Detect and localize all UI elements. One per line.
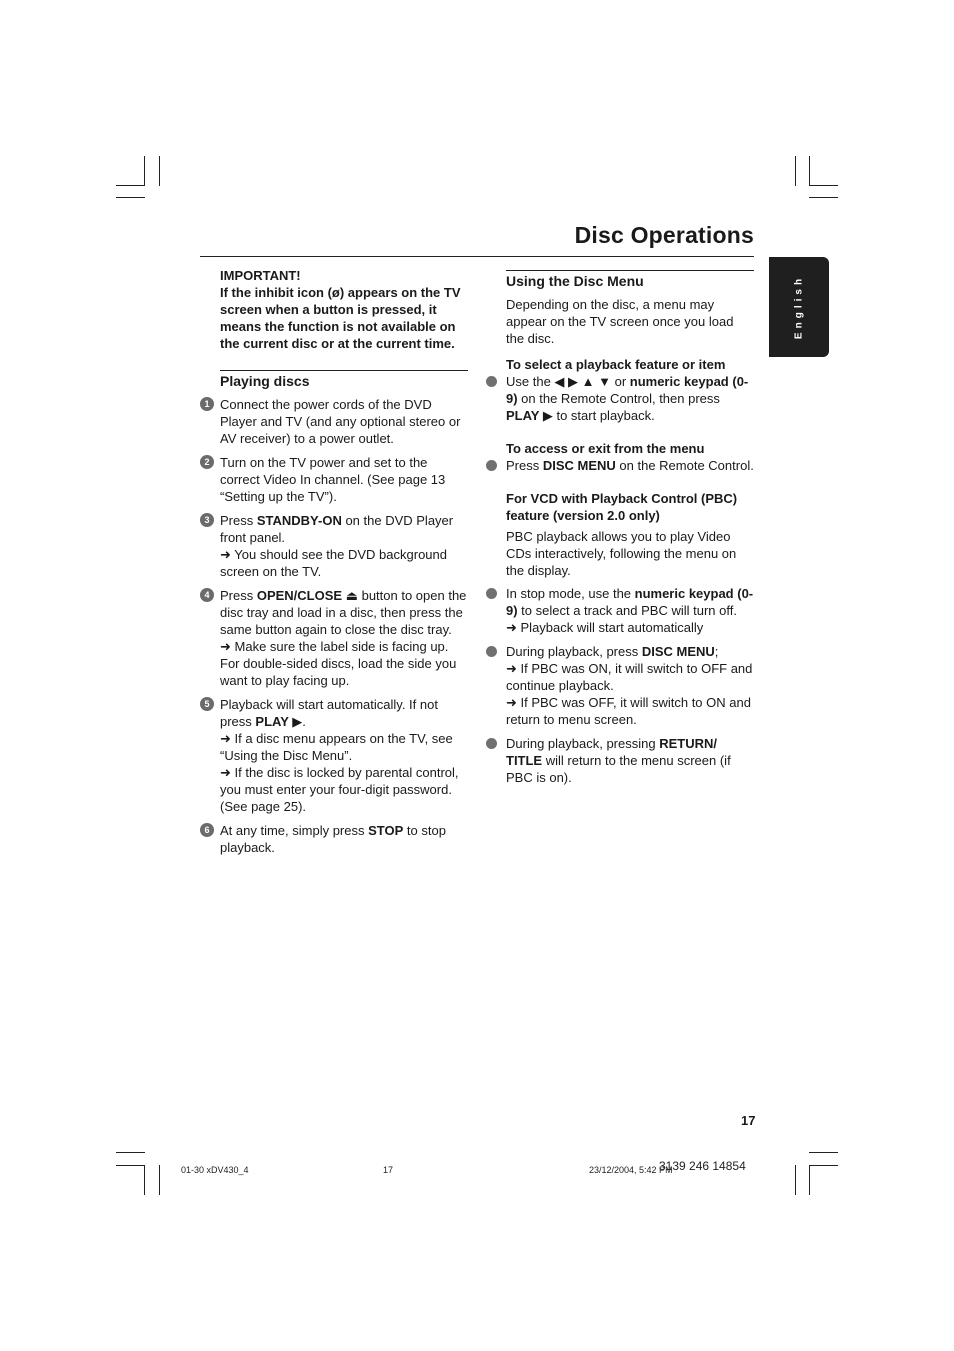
section-rule: [506, 270, 754, 271]
crop-mark: [159, 156, 160, 186]
bullet-key: DISC MENU: [542, 458, 616, 473]
bullet-text: ;: [714, 644, 719, 659]
important-heading: IMPORTANT!: [220, 268, 301, 283]
step-text: button to open the disc tray and load in a disc, then press the same button again to close the disc tray.: [220, 588, 467, 637]
step-text: .: [302, 714, 306, 729]
bullet-item: [486, 457, 754, 474]
disc-menu-intro: Depending on the disc, a menu may appear on the TV screen once you load the disc.: [506, 297, 734, 346]
bullet-key: numeric keypad (0-9): [506, 586, 754, 618]
step-item: [200, 822, 468, 856]
bullet-icon: [486, 588, 497, 599]
footer-code: 3139 246 14854: [659, 1159, 746, 1173]
step-note: ➜ Make sure the label side is facing up. For double-sided discs, load the side you want to play facing up.: [220, 639, 457, 688]
crop-mark: [159, 1165, 160, 1195]
disc-menu-heading: Using the Disc Menu: [506, 273, 644, 289]
bullet-text: Press: [506, 458, 543, 473]
step-text: Press: [220, 513, 257, 528]
crop-mark: [116, 197, 145, 198]
bullet-text: on the Remote Control.: [615, 458, 754, 473]
language-tab-label: English: [793, 274, 805, 340]
step-text: Playback will start automatically. If not press: [220, 697, 438, 729]
bullet-icon: [486, 376, 497, 387]
bullet-key: DISC MENU: [641, 644, 715, 659]
select-heading: To select a playback feature or item: [506, 357, 726, 372]
crop-mark: [144, 1165, 145, 1195]
vcd-intro: PBC playback allows you to play Video CDs interactively, following the menu on the display.: [506, 529, 737, 578]
bullet-text: to start playback.: [552, 408, 655, 423]
step-item: [200, 696, 468, 815]
bullet-icon: [486, 738, 497, 749]
page-number: 17: [741, 1113, 756, 1128]
bullet-note: ➜ Playback will start automatically: [506, 620, 704, 635]
step-number-icon: 1: [200, 397, 214, 411]
step-key: STANDBY-ON: [256, 513, 342, 528]
step-text: Connect the power cords of the DVD Player and TV (and any optional stereo or AV receiver) to a power outlet.: [220, 397, 461, 446]
bullet-text: In stop mode, use the: [506, 586, 635, 601]
step-text: on the DVD Player front panel.: [220, 513, 454, 545]
step-number-icon: 4: [200, 588, 214, 602]
step-item: [200, 587, 468, 689]
crop-mark: [809, 1165, 838, 1166]
bullet-key: PLAY ▶: [506, 408, 553, 423]
language-tab: [769, 257, 829, 357]
crop-mark: [809, 156, 810, 186]
crop-mark: [795, 156, 796, 186]
step-text: to stop playback.: [220, 823, 446, 855]
step-text: Turn on the TV power and set to the correct Video In channel. (See page 13 “Setting up the TV”).: [220, 455, 446, 504]
bullet-icon: [486, 646, 497, 657]
step-item: [200, 512, 468, 580]
crop-mark: [809, 1165, 810, 1195]
bullet-text: will return to the menu screen (if PBC is on).: [506, 753, 731, 785]
bullet-text: to select a track and PBC will turn off.: [517, 603, 737, 618]
bullet-text: Use the ◀ ▶ ▲ ▼ or: [506, 374, 630, 389]
important-note: [200, 267, 468, 352]
access-heading: To access or exit from the menu: [506, 441, 705, 456]
important-text: If the inhibit icon (ø) appears on the TV screen when a button is pressed, it means the function is not available on the current disc or at the current time.: [220, 285, 461, 351]
bullet-key: numeric keypad (0-9): [506, 374, 749, 406]
step-number-icon: 2: [200, 455, 214, 469]
bullet-text: During playback, press: [506, 644, 642, 659]
page-title: Disc Operations: [574, 222, 754, 248]
bullet-note: ➜ If PBC was OFF, it will switch to ON and return to menu screen.: [506, 695, 751, 727]
step-note: ➜ If the disc is locked by parental control, you must enter your four-digit password. (See page 25).: [220, 765, 459, 814]
right-column: [486, 270, 754, 793]
crop-mark: [795, 1165, 796, 1195]
crop-mark: [116, 1152, 145, 1153]
step-item: [200, 454, 468, 505]
step-note: ➜ You should see the DVD background screen on the TV.: [220, 547, 447, 579]
crop-mark: [809, 185, 838, 186]
step-number-icon: 6: [200, 823, 214, 837]
step-key: PLAY ▶: [255, 714, 303, 729]
bullet-note: ➜ If PBC was ON, it will switch to OFF and continue playback.: [506, 661, 753, 693]
crop-mark: [809, 1152, 838, 1153]
crop-mark: [809, 197, 838, 198]
vcd-heading: For VCD with Playback Control (PBC) feature (version 2.0 only): [506, 491, 738, 523]
title-rule: [200, 256, 754, 257]
footer-page: 17: [383, 1165, 394, 1175]
step-key: STOP: [368, 823, 404, 838]
bullet-text: on the Remote Control, then press: [517, 391, 720, 406]
footer-date: 23/12/2004, 5:42 PM: [589, 1165, 673, 1175]
crop-mark: [116, 185, 145, 186]
footer-file: 01-30 xDV430_4: [181, 1165, 249, 1175]
bullet-item: [486, 585, 754, 636]
step-number-icon: 5: [200, 697, 214, 711]
playing-discs-heading: Playing discs: [220, 373, 310, 389]
left-column: [200, 267, 468, 863]
step-number-icon: 3: [200, 513, 214, 527]
bullet-item: [486, 735, 754, 786]
step-item: [200, 396, 468, 447]
step-note: ➜ If a disc menu appears on the TV, see “Using the Disc Menu”.: [220, 731, 453, 763]
crop-mark: [116, 1165, 145, 1166]
bullet-item: [486, 373, 754, 424]
bullet-text: During playback, pressing: [506, 736, 660, 751]
step-text: Press: [220, 588, 257, 603]
bullet-key: RETURN/ TITLE: [506, 736, 717, 768]
crop-mark: [144, 156, 145, 186]
bullet-icon: [486, 460, 497, 471]
bullet-item: [486, 643, 754, 728]
step-text: At any time, simply press: [220, 823, 369, 838]
section-rule: [220, 370, 468, 371]
step-key: OPEN/CLOSE ⏏: [256, 588, 358, 603]
